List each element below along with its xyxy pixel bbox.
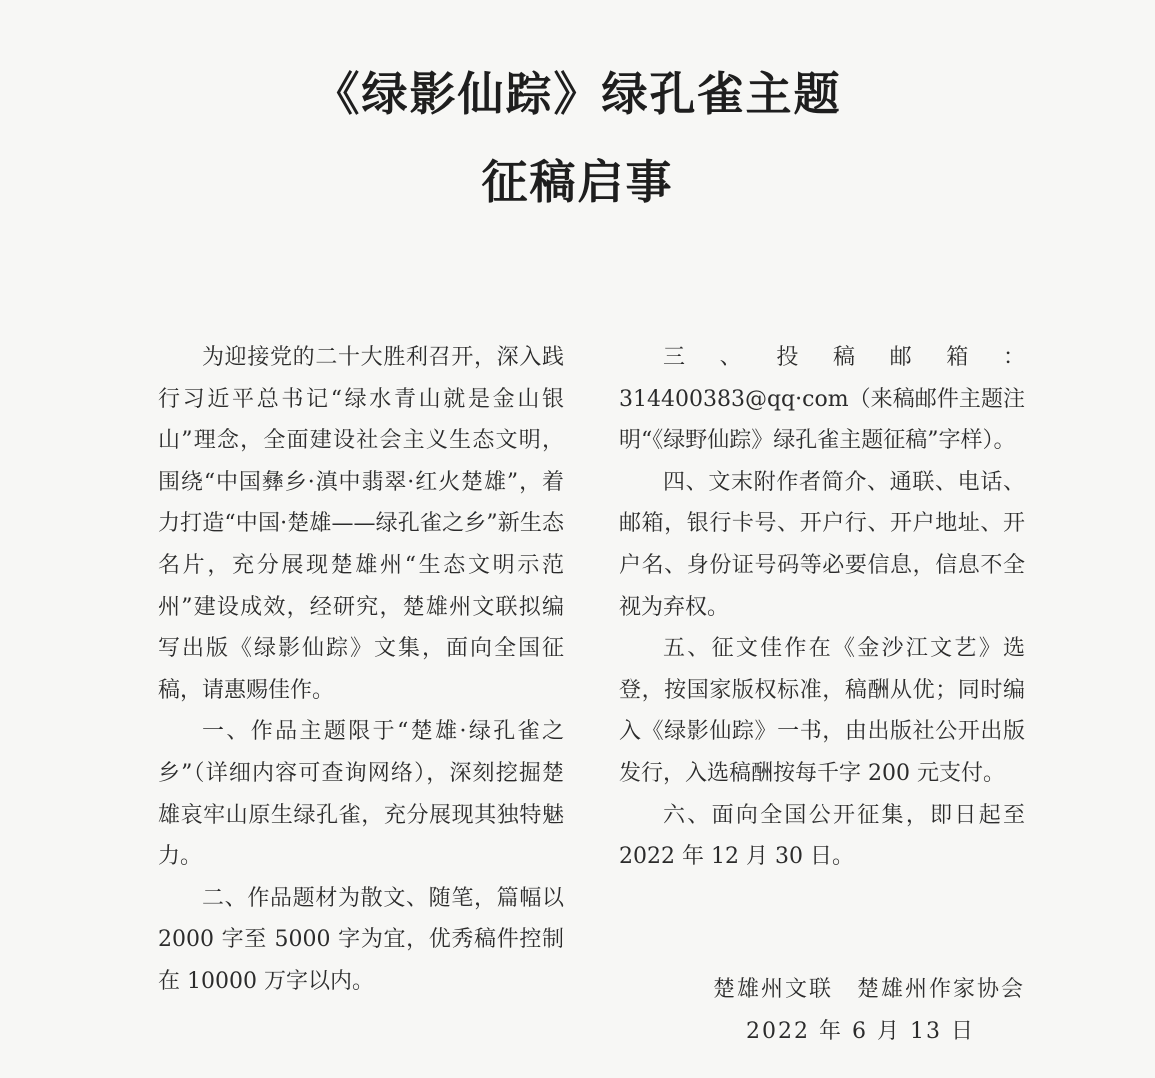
item-author-info: 四、文末附作者简介、通联、电话、邮箱，银行卡号、开户行、开户地址、开户名、身份证号码等必要信息，信息不全视为弃权。 xyxy=(619,469,1025,620)
item-theme: 一、作品主题限于“楚雄·绿孔雀之乡”（详细内容可查询网络），深刻挖掘楚雄哀牢山原生绿孔雀，充分展现其独特魅力。 xyxy=(158,719,564,870)
signature-date: 2022 年 6 月 13 日 xyxy=(746,1019,975,1044)
right-column xyxy=(619,337,1025,878)
left-column xyxy=(158,337,564,1003)
page-subtitle: 征稿启事 xyxy=(481,155,674,209)
signature-orgs: 楚雄州文联 楚雄州作家协会 xyxy=(712,977,1025,1002)
item-email: 三、投稿邮箱：314400383@qq·com（来稿邮件主题注明“《绿野仙踪》绿孔雀主题征稿”字样）。 xyxy=(619,345,1025,454)
page-title: 《绿影仙踪》绿孔雀主题 xyxy=(313,67,842,121)
item-publication: 五、征文佳作在《金沙江文艺》选登，按国家版权标准，稿酬从优；同时编入《绿影仙踪》一书，由出版社公开出版发行，入选稿酬按每千字 200 元支付。 xyxy=(619,636,1025,786)
item-genre: 二、作品题材为散文、随笔，篇幅以 2000 字至 5000 字为宜，优秀稿件控制在 10000 万字以内。 xyxy=(158,885,564,994)
intro-paragraph: 为迎接党的二十大胜利召开，深入践行习近平总书记“绿水青山就是金山银山”理念，全面建设社会主义生态文明，围绕“中国彝乡·滇中翡翠·红火楚雄”，着力打造“中国·楚雄——绿孔雀之乡”新生态名片，充分展现楚雄州“生态文明示范州”建设成效，经研究，楚雄州文联拟编写出版《绿影仙踪》文集，面向全国征稿，请惠赐佳作。 xyxy=(158,345,564,703)
item-deadline: 六、面向全国公开征集，即日起至 2022 年 12 月 30 日。 xyxy=(619,802,1025,870)
